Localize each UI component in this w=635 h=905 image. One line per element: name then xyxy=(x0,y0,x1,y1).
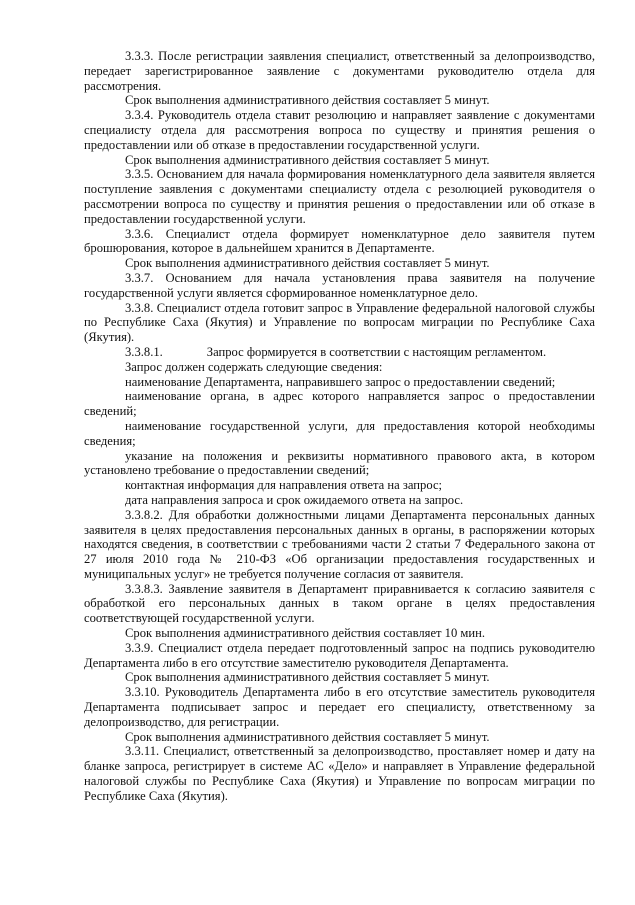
document-body xyxy=(84,49,595,804)
list-item: контактная информация для направления ответа на запрос; xyxy=(125,478,443,493)
list-item: наименование Департамента, направившего запрос о предоставлении сведений; xyxy=(125,374,556,389)
paragraph-term: Срок выполнения административного действия составляет 5 минут. xyxy=(125,256,490,271)
paragraph-text: Запрос формируется в соответствии с настоящим регламентом. xyxy=(206,344,547,359)
paragraph-term: Срок выполнения административного действия составляет 5 минут. xyxy=(125,93,490,108)
list-item: указание на положения и реквизиты нормативного правового акта, в котором установлено требование о предоставлении сведений; xyxy=(84,448,595,478)
paragraph-3-3-8-2: 3.3.8.2. Для обработки должностными лицами Департамента персональных данных заявителя в целях предоставления персональных данных в органы, в распоряжении которых находятся сведения, в соответствии с требованиями части 2 статьи 7 Федерального закона от 27 июля 2010 года № 210-ФЗ «Об организации предоставления государственных и муниципальных услуг» не требуется получение согласия от заявителя. xyxy=(84,507,595,581)
paragraph-3-3-8-3: 3.3.8.3. Заявление заявителя в Департамент приравнивается к согласию заявителя с обработкой его персональных данных в таком органе в целях предоставления соответствующей государственной услуги. xyxy=(84,581,595,626)
paragraph-3-3-5: 3.3.5. Основанием для начала формирования номенклатурного дела заявителя является поступление заявления с документами специалисту отдела с резолюцией руководителя о рассмотрении вопроса по существу и принятия решения о предоставлении или об отказе в предоставлении государственной услуги. xyxy=(84,167,595,226)
paragraph-term: Срок выполнения административного действия составляет 10 мин. xyxy=(125,626,486,641)
paragraph-3-3-9: 3.3.9. Специалист отдела передает подготовленный запрос на подпись руководителю Департамента либо в его отсутствие заместителю руководителя Департамента. xyxy=(84,640,595,670)
paragraph-3-3-11: 3.3.11. Специалист, ответственный за делопроизводство, проставляет номер и дату на бланке запроса, регистрирует в системе АС «Дело» и направляет в Управление федеральной налоговой службы по Республике Саха (Якутия) и Управление по вопросам миграции по Республике Саха (Якутия). xyxy=(84,744,595,803)
paragraph-3-3-10: 3.3.10. Руководитель Департамента либо в его отсутствие заместитель руководителя Департамента подписывает запрос и передает его специалисту, ответственному за делопроизводство, для регистрации. xyxy=(84,685,595,729)
paragraph-request-contents: Запрос должен содержать следующие сведения: xyxy=(125,359,383,374)
list-item: дата направления запроса и срок ожидаемого ответа на запрос. xyxy=(125,492,464,507)
list-item: наименование государственной услуги, для предоставления которой необходимы сведения; xyxy=(84,418,595,448)
paragraph-term: Срок выполнения административного действия составляет 5 минут. xyxy=(125,670,490,685)
paragraph-3-3-8-1 xyxy=(84,345,595,360)
paragraph-term: Срок выполнения административного действия составляет 5 минут. xyxy=(125,729,490,744)
paragraph-number: 3.3.8.1. xyxy=(125,344,163,359)
paragraph-3-3-8: 3.3.8. Специалист отдела готовит запрос в Управление федеральной налоговой службы по Республике Саха (Якутия) и Управление по вопросам миграции по Республике Саха (Якутия). xyxy=(84,300,595,345)
paragraph-3-3-3: 3.3.3. После регистрации заявления специалист, ответственный за делопроизводство, передает зарегистрированное заявление с документами руководителю отдела для рассмотрения. xyxy=(84,49,595,93)
paragraph-3-3-4: 3.3.4. Руководитель отдела ставит резолюцию и направляет заявление с документами специалисту отдела для рассмотрения вопроса по существу и принятия решения о предоставлении или об отказе в предоставлении государственной услуги. xyxy=(84,108,595,152)
paragraph-3-3-6: 3.3.6. Специалист отдела формирует номенклатурное дело заявителя путем брошюрования, которое в дальнейшем хранится в Департаменте. xyxy=(84,226,595,256)
paragraph-3-3-7: 3.3.7. Основанием для начала установления права заявителя на получение государственной услуги является сформированное номенклатурное дело. xyxy=(84,270,595,300)
list-item: наименование органа, в адрес которого направляется запрос о предоставлении сведений; xyxy=(84,389,595,419)
paragraph-term: Срок выполнения административного действия составляет 5 минут. xyxy=(125,152,490,167)
